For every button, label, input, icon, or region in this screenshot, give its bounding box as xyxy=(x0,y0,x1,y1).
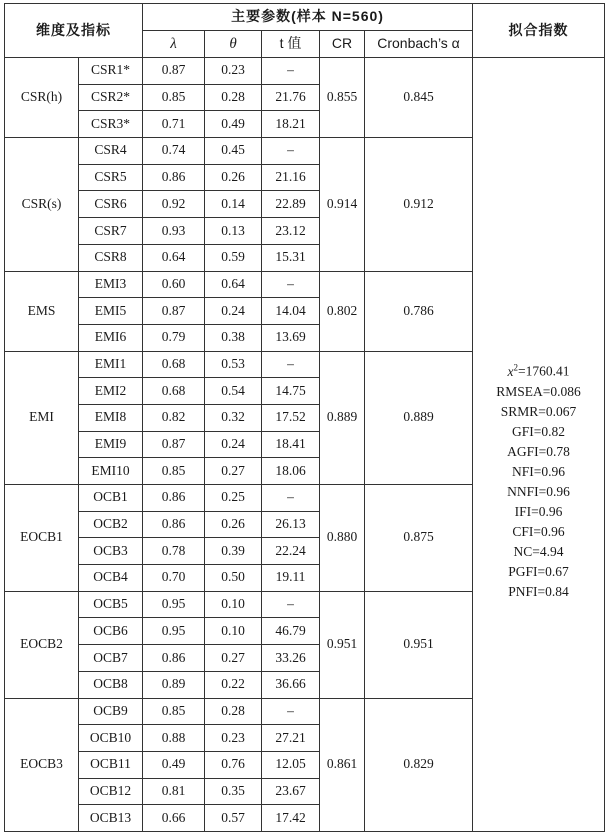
lambda-value: 0.68 xyxy=(143,378,205,405)
theta-value: 0.39 xyxy=(205,538,262,565)
fit-index-header: 拟合指数 xyxy=(473,4,605,58)
t-value: 21.76 xyxy=(262,84,320,111)
fit-index-line: IFI=0.96 xyxy=(514,503,563,519)
t-value: 18.21 xyxy=(262,111,320,138)
chi-symbol xyxy=(508,364,519,379)
theta-value: 0.28 xyxy=(205,698,262,725)
item-name: EMI10 xyxy=(79,458,143,485)
cr-value: 0.861 xyxy=(320,698,365,831)
lambda-value: 0.89 xyxy=(143,671,205,698)
theta-value: 0.23 xyxy=(205,725,262,752)
t-value: 22.89 xyxy=(262,191,320,218)
theta-value: 0.32 xyxy=(205,404,262,431)
item-name: CSR3* xyxy=(79,111,143,138)
cronbach-alpha-value: 0.786 xyxy=(365,271,473,351)
item-name: OCB13 xyxy=(79,805,143,832)
lambda-value: 0.70 xyxy=(143,565,205,592)
item-name: OCB4 xyxy=(79,565,143,592)
item-name: EMI1 xyxy=(79,351,143,378)
fit-index-line: RMSEA=0.086 xyxy=(496,383,581,399)
t-value: – xyxy=(262,138,320,165)
lambda-value: 0.86 xyxy=(143,645,205,672)
t-value: 27.21 xyxy=(262,725,320,752)
lambda-value: 0.82 xyxy=(143,404,205,431)
item-name: OCB9 xyxy=(79,698,143,725)
lambda-value: 0.87 xyxy=(143,298,205,325)
item-name: OCB5 xyxy=(79,591,143,618)
lambda-value: 0.87 xyxy=(143,431,205,458)
lambda-value: 0.88 xyxy=(143,725,205,752)
table-body xyxy=(5,58,605,832)
theta-value: 0.10 xyxy=(205,591,262,618)
theta-value: 0.14 xyxy=(205,191,262,218)
theta-value: 0.27 xyxy=(205,458,262,485)
fit-index-line: AGFI=0.78 xyxy=(507,443,570,459)
item-name: OCB10 xyxy=(79,725,143,752)
lambda-value: 0.74 xyxy=(143,138,205,165)
t-value: 14.75 xyxy=(262,378,320,405)
t-value: 13.69 xyxy=(262,324,320,351)
theta-value: 0.50 xyxy=(205,565,262,592)
theta-value: 0.49 xyxy=(205,111,262,138)
theta-value: 0.26 xyxy=(205,164,262,191)
lambda-value: 0.87 xyxy=(143,58,205,85)
fit-index-line: NFI=0.96 xyxy=(512,463,566,479)
measurement-table xyxy=(4,3,605,832)
theta-value: 0.45 xyxy=(205,138,262,165)
item-name: EMI6 xyxy=(79,324,143,351)
t-value: 33.26 xyxy=(262,645,320,672)
item-name: CSR2* xyxy=(79,84,143,111)
lambda-value: 0.95 xyxy=(143,591,205,618)
t-value: – xyxy=(262,591,320,618)
lambda-value: 0.64 xyxy=(143,244,205,271)
lambda-value: 0.81 xyxy=(143,778,205,805)
t-value: 22.24 xyxy=(262,538,320,565)
cronbach-alpha-value: 0.845 xyxy=(365,58,473,138)
theta-value: 0.59 xyxy=(205,244,262,271)
item-name: OCB8 xyxy=(79,671,143,698)
dimension-name: EOCB1 xyxy=(5,485,79,592)
item-name: EMI9 xyxy=(79,431,143,458)
lambda-value: 0.85 xyxy=(143,458,205,485)
fit-index-line: GFI=0.82 xyxy=(512,423,566,439)
t-value: – xyxy=(262,698,320,725)
t-value: 23.12 xyxy=(262,218,320,245)
t-value: 18.41 xyxy=(262,431,320,458)
cr-value: 0.855 xyxy=(320,58,365,138)
theta-value: 0.23 xyxy=(205,58,262,85)
table-row xyxy=(5,58,605,85)
lambda-value: 0.86 xyxy=(143,511,205,538)
fit-index-line: CFI=0.96 xyxy=(512,523,565,539)
chi-square-value xyxy=(473,357,604,382)
t-value: – xyxy=(262,58,320,85)
t-value: 14.04 xyxy=(262,298,320,325)
theta-value: 0.28 xyxy=(205,84,262,111)
t-value: – xyxy=(262,271,320,298)
table-header xyxy=(5,4,605,58)
cronbach-alpha-value: 0.889 xyxy=(365,351,473,484)
dimension-name: CSR(h) xyxy=(5,58,79,138)
theta-value: 0.24 xyxy=(205,298,262,325)
item-name: OCB6 xyxy=(79,618,143,645)
lambda-value: 0.86 xyxy=(143,164,205,191)
t-value: 21.16 xyxy=(262,164,320,191)
cr-value: 0.802 xyxy=(320,271,365,351)
t-value: 26.13 xyxy=(262,511,320,538)
lambda-value: 0.49 xyxy=(143,751,205,778)
fit-index-line: PNFI=0.84 xyxy=(508,583,569,599)
theta-value: 0.25 xyxy=(205,485,262,512)
t-value: 17.42 xyxy=(262,805,320,832)
lambda-value: 0.85 xyxy=(143,84,205,111)
lambda-value: 0.95 xyxy=(143,618,205,645)
cronbach-alpha-value: 0.951 xyxy=(365,591,473,698)
cronbach-alpha-value: 0.875 xyxy=(365,485,473,592)
theta-header: θ xyxy=(205,31,262,58)
fit-index-line: PGFI=0.67 xyxy=(508,563,569,579)
cronbach-alpha-header: Cronbach’s α xyxy=(365,31,473,58)
cr-value: 0.880 xyxy=(320,485,365,592)
fit-indices xyxy=(473,58,605,832)
item-name: OCB12 xyxy=(79,778,143,805)
theta-value: 0.27 xyxy=(205,645,262,672)
dimension-name: EMS xyxy=(5,271,79,351)
t-value: 18.06 xyxy=(262,458,320,485)
item-name: EMI8 xyxy=(79,404,143,431)
lambda-value: 0.60 xyxy=(143,271,205,298)
lambda-value: 0.66 xyxy=(143,805,205,832)
theta-value: 0.22 xyxy=(205,671,262,698)
t-value: 46.79 xyxy=(262,618,320,645)
chi-number: =1760.41 xyxy=(518,363,570,379)
theta-value: 0.76 xyxy=(205,751,262,778)
theta-value: 0.10 xyxy=(205,618,262,645)
cronbach-alpha-value: 0.912 xyxy=(365,138,473,271)
item-name: EMI5 xyxy=(79,298,143,325)
t-value: – xyxy=(262,351,320,378)
chi-letter: x xyxy=(507,363,514,379)
theta-value: 0.13 xyxy=(205,218,262,245)
theta-value: 0.54 xyxy=(205,378,262,405)
cr-value: 0.889 xyxy=(320,351,365,484)
dimension-name: EOCB3 xyxy=(5,698,79,831)
dimension-name: EOCB2 xyxy=(5,591,79,698)
theta-value: 0.26 xyxy=(205,511,262,538)
item-name: OCB1 xyxy=(79,485,143,512)
lambda-value: 0.79 xyxy=(143,324,205,351)
item-name: OCB11 xyxy=(79,751,143,778)
cr-header: CR xyxy=(320,31,365,58)
lambda-value: 0.86 xyxy=(143,485,205,512)
item-name: CSR6 xyxy=(79,191,143,218)
t-value: 19.11 xyxy=(262,565,320,592)
theta-value: 0.53 xyxy=(205,351,262,378)
lambda-value: 0.92 xyxy=(143,191,205,218)
dimension-name: EMI xyxy=(5,351,79,484)
fit-index-line: SRMR=0.067 xyxy=(500,403,577,419)
t-value: – xyxy=(262,485,320,512)
t-value: 12.05 xyxy=(262,751,320,778)
lambda-value: 0.78 xyxy=(143,538,205,565)
item-name: CSR1* xyxy=(79,58,143,85)
cr-value: 0.951 xyxy=(320,591,365,698)
t-value: 17.52 xyxy=(262,404,320,431)
t-value: 15.31 xyxy=(262,244,320,271)
lambda-value: 0.93 xyxy=(143,218,205,245)
theta-value: 0.38 xyxy=(205,324,262,351)
lambda-value: 0.68 xyxy=(143,351,205,378)
item-name: CSR8 xyxy=(79,244,143,271)
item-name: OCB2 xyxy=(79,511,143,538)
theta-value: 0.35 xyxy=(205,778,262,805)
theta-value: 0.24 xyxy=(205,431,262,458)
fit-index-line: NC=4.94 xyxy=(513,543,564,559)
dimension-header: 维度及指标 xyxy=(5,4,143,58)
theta-value: 0.64 xyxy=(205,271,262,298)
chi-exponent: 2 xyxy=(513,362,519,373)
item-name: EMI3 xyxy=(79,271,143,298)
t-value: 23.67 xyxy=(262,778,320,805)
lambda-value: 0.85 xyxy=(143,698,205,725)
cronbach-alpha-value: 0.829 xyxy=(365,698,473,831)
item-name: OCB3 xyxy=(79,538,143,565)
t-value: 36.66 xyxy=(262,671,320,698)
item-name: CSR7 xyxy=(79,218,143,245)
main-params-header: 主要参数(样本 N=560) xyxy=(143,4,473,31)
cr-value: 0.914 xyxy=(320,138,365,271)
item-name: OCB7 xyxy=(79,645,143,672)
item-name: EMI2 xyxy=(79,378,143,405)
fit-index-line: NNFI=0.96 xyxy=(507,483,570,499)
lambda-header: λ xyxy=(143,31,205,58)
t-value-header: t 值 xyxy=(262,31,320,58)
dimension-name: CSR(s) xyxy=(5,138,79,271)
lambda-value: 0.71 xyxy=(143,111,205,138)
theta-value: 0.57 xyxy=(205,805,262,832)
item-name: CSR4 xyxy=(79,138,143,165)
item-name: CSR5 xyxy=(79,164,143,191)
